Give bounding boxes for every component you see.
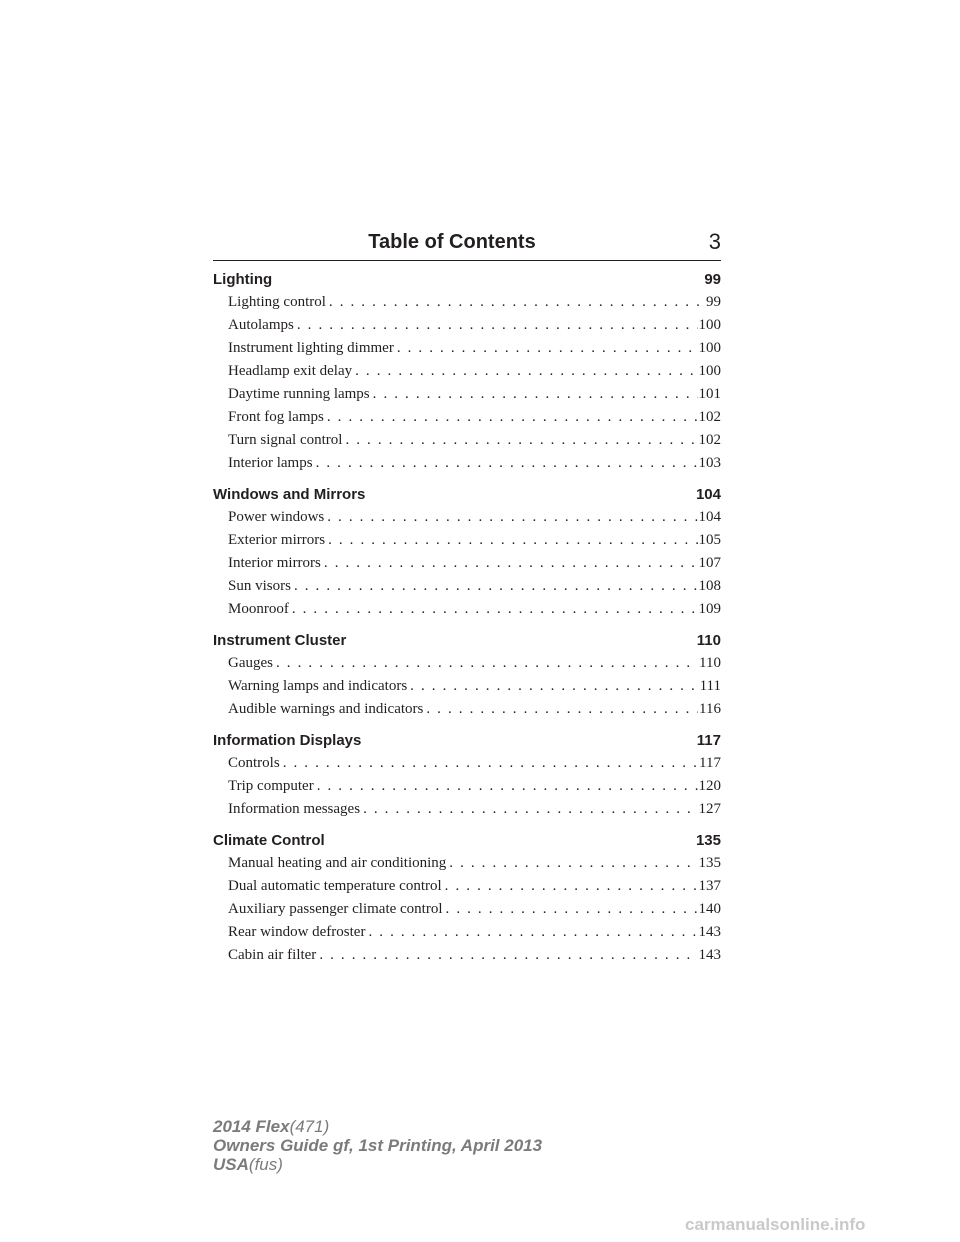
entry-label: Warning lamps and indicators xyxy=(228,678,408,694)
footer-market-code: (fus) xyxy=(248,1155,283,1174)
document-footer xyxy=(213,1117,542,1174)
entry-label: Front fog lamps xyxy=(228,409,324,425)
watermark: carmanualsonline.info xyxy=(685,1215,866,1234)
dot-leader xyxy=(446,898,698,921)
section-heading[interactable] xyxy=(213,630,721,652)
dot-leader xyxy=(327,506,697,529)
toc-entry[interactable] xyxy=(213,575,721,598)
toc-entry[interactable] xyxy=(213,314,721,337)
toc-entry[interactable] xyxy=(213,291,721,314)
entry-label: Audible warnings and indicators xyxy=(228,701,424,717)
dot-leader xyxy=(449,852,697,875)
dot-leader xyxy=(363,798,697,821)
footer-line-printing: Owners Guide gf, 1st Printing, April 2013 xyxy=(213,1136,543,1155)
footer-model-code: (471) xyxy=(289,1117,330,1136)
dot-leader xyxy=(426,698,698,721)
dot-leader xyxy=(292,598,698,621)
toc-entry[interactable] xyxy=(213,875,721,898)
dot-leader xyxy=(397,337,698,360)
section-page: 104 xyxy=(695,486,721,503)
toc-entry[interactable] xyxy=(213,598,721,621)
page-header xyxy=(213,228,721,261)
entry-page: 127 xyxy=(698,801,721,817)
footer-line-market xyxy=(213,1155,542,1174)
toc-entry[interactable] xyxy=(213,337,721,360)
entry-page: 100 xyxy=(698,340,721,356)
entry-label: Controls xyxy=(228,755,280,771)
section-heading[interactable] xyxy=(213,484,721,506)
dot-leader xyxy=(445,875,698,898)
entry-page: 117 xyxy=(699,755,721,771)
entry-label: Auxiliary passenger climate control xyxy=(228,901,443,917)
toc-entry[interactable] xyxy=(213,529,721,552)
entry-page: 111 xyxy=(699,678,721,694)
footer-model: 2014 Flex xyxy=(213,1117,290,1136)
dot-leader xyxy=(316,452,698,475)
entry-page: 108 xyxy=(698,578,721,594)
entry-page: 135 xyxy=(698,855,721,871)
table-of-contents xyxy=(213,269,721,976)
entry-label: Cabin air filter xyxy=(228,947,317,963)
entry-label: Lighting control xyxy=(228,294,326,310)
entry-label: Gauges xyxy=(228,655,273,671)
dot-leader xyxy=(297,314,698,337)
entry-label: Trip computer xyxy=(228,778,314,794)
entry-page: 116 xyxy=(699,701,721,717)
entry-page: 137 xyxy=(698,878,721,894)
entry-label: Instrument lighting dimmer xyxy=(228,340,394,356)
section-title: Instrument Cluster xyxy=(213,632,347,649)
entry-label: Exterior mirrors xyxy=(228,532,326,548)
entry-label: Rear window defroster xyxy=(228,924,366,940)
toc-entry[interactable] xyxy=(213,406,721,429)
toc-section xyxy=(213,730,721,821)
section-heading[interactable] xyxy=(213,730,721,752)
dot-leader xyxy=(410,675,698,698)
entry-label: Autolamps xyxy=(228,317,294,333)
entry-label: Information messages xyxy=(228,801,361,817)
dot-leader xyxy=(355,360,697,383)
entry-page: 120 xyxy=(698,778,721,794)
entry-page: 143 xyxy=(698,924,721,940)
dot-leader xyxy=(373,383,698,406)
dot-leader xyxy=(324,552,698,575)
entry-page: 102 xyxy=(698,409,721,425)
entry-label: Turn signal control xyxy=(228,432,343,448)
toc-entry[interactable] xyxy=(213,652,721,675)
entry-page: 143 xyxy=(698,947,721,963)
dot-leader xyxy=(317,775,698,798)
entry-page: 103 xyxy=(698,455,721,471)
toc-entry[interactable] xyxy=(213,852,721,875)
entry-page: 105 xyxy=(698,532,721,548)
toc-entry[interactable] xyxy=(213,752,721,775)
dot-leader xyxy=(368,921,697,944)
entry-label: Power windows xyxy=(228,509,325,525)
toc-entry[interactable] xyxy=(213,506,721,529)
toc-entry[interactable] xyxy=(213,383,721,406)
entry-page: 104 xyxy=(698,509,721,525)
section-page: 117 xyxy=(696,732,721,749)
dot-leader xyxy=(329,291,705,314)
toc-section xyxy=(213,484,721,621)
toc-entry[interactable] xyxy=(213,360,721,383)
entry-page: 100 xyxy=(698,317,721,333)
entry-page: 107 xyxy=(698,555,721,571)
dot-leader xyxy=(345,429,697,452)
toc-entry[interactable] xyxy=(213,429,721,452)
toc-entry[interactable] xyxy=(213,921,721,944)
entry-label: Interior lamps xyxy=(228,455,313,471)
entry-page: 100 xyxy=(698,363,721,379)
dot-leader xyxy=(276,652,698,675)
section-heading[interactable] xyxy=(213,830,721,852)
section-title: Windows and Mirrors xyxy=(213,486,366,503)
toc-entry[interactable] xyxy=(213,552,721,575)
entry-label: Dual automatic temperature control xyxy=(228,878,442,894)
dot-leader xyxy=(283,752,698,775)
section-title: Information Displays xyxy=(213,732,362,749)
toc-entry[interactable] xyxy=(213,675,721,698)
dot-leader xyxy=(327,406,698,429)
toc-section xyxy=(213,830,721,967)
entry-page: 140 xyxy=(698,901,721,917)
dot-leader xyxy=(319,944,697,967)
entry-page: 110 xyxy=(699,655,721,671)
entry-label: Manual heating and air conditioning xyxy=(228,855,447,871)
section-title: Climate Control xyxy=(213,832,325,849)
page-title: Table of Contents xyxy=(368,231,536,253)
entry-page: 101 xyxy=(698,386,721,402)
toc-section xyxy=(213,269,721,475)
footer-market: USA xyxy=(213,1155,249,1174)
toc-entry[interactable] xyxy=(213,898,721,921)
dot-leader xyxy=(294,575,698,598)
entry-label: Headlamp exit delay xyxy=(228,363,353,379)
toc-entry[interactable] xyxy=(213,775,721,798)
section-page: 135 xyxy=(695,832,721,849)
entry-page: 102 xyxy=(698,432,721,448)
section-page: 99 xyxy=(704,271,721,288)
section-title: Lighting xyxy=(213,271,273,288)
toc-entry[interactable] xyxy=(213,798,721,821)
entry-page: 99 xyxy=(706,294,721,310)
section-heading[interactable] xyxy=(213,269,721,291)
toc-entry[interactable] xyxy=(213,452,721,475)
toc-entry[interactable] xyxy=(213,944,721,967)
footer-line-model xyxy=(213,1117,542,1136)
dot-leader xyxy=(328,529,697,552)
entry-label: Daytime running lamps xyxy=(228,386,370,402)
page-number: 3 xyxy=(708,229,721,254)
entry-page: 109 xyxy=(698,601,721,617)
entry-label: Moonroof xyxy=(228,601,289,617)
toc-entry[interactable] xyxy=(213,698,721,721)
entry-label: Sun visors xyxy=(228,578,291,594)
toc-section xyxy=(213,630,721,721)
section-page: 110 xyxy=(696,632,721,649)
entry-label: Interior mirrors xyxy=(228,555,321,571)
